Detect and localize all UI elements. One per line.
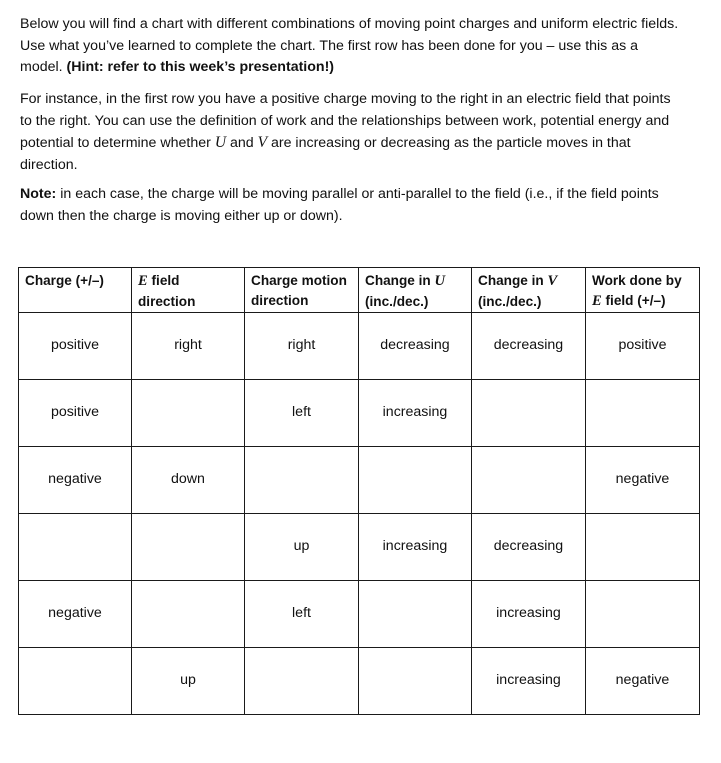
variable-u: U xyxy=(214,134,227,151)
header-change-in-v: Change in V (inc./dec.) xyxy=(472,268,586,313)
table-row xyxy=(19,313,700,380)
instructions-text: Below you will find a chart with different combinations of moving point charges and uniform electric fields. Use what you’ve learned to complete the chart. The first row has been done for you – use this as a model. xyxy=(20,16,679,75)
note-paragraph xyxy=(20,184,680,227)
charges-fields-chart xyxy=(18,267,700,715)
table-row xyxy=(19,447,700,514)
cell-charge xyxy=(19,648,132,715)
example-text-1: For instance, in the first row you have a positive charge moving to the right in an electric field that points to the right. You can use the definition of work and the relationships between work, potential energy and potential to determine whether xyxy=(20,91,671,151)
cell-charge: positive xyxy=(19,380,132,447)
cell-charge-motion: right xyxy=(245,313,359,380)
cell-charge: positive xyxy=(19,313,132,380)
variable-e: E xyxy=(138,273,148,289)
cell-work-done xyxy=(586,581,700,648)
header-change-in-u: Change in U (inc./dec.) xyxy=(359,268,472,313)
cell-charge-motion xyxy=(245,447,359,514)
cell-change-in-u: increasing xyxy=(359,514,472,581)
cell-e-field-direction xyxy=(132,380,245,447)
cell-change-in-u xyxy=(359,648,472,715)
variable-e: E xyxy=(592,292,602,309)
cell-work-done xyxy=(586,514,700,581)
cell-charge-motion xyxy=(245,648,359,715)
cell-change-in-u xyxy=(359,581,472,648)
table-row xyxy=(19,648,700,715)
cell-charge: negative xyxy=(19,447,132,514)
cell-work-done xyxy=(586,380,700,447)
cell-e-field-direction xyxy=(132,581,245,648)
cell-work-done: negative xyxy=(586,447,700,514)
cell-charge-motion: left xyxy=(245,581,359,648)
header-e-field-direction: E field direction xyxy=(132,268,245,313)
hint-text: (Hint: refer to this week’s presentation!) xyxy=(66,59,335,75)
table-row xyxy=(19,380,700,447)
cell-change-in-u: decreasing xyxy=(359,313,472,380)
cell-e-field-direction xyxy=(132,514,245,581)
example-paragraph xyxy=(20,89,680,176)
cell-change-in-v xyxy=(472,380,586,447)
variable-v: V xyxy=(547,273,558,289)
cell-charge-motion: left xyxy=(245,380,359,447)
cell-change-in-v: decreasing xyxy=(472,313,586,380)
note-label: Note: xyxy=(20,186,57,202)
variable-v: V xyxy=(257,134,268,151)
header-charge-motion: Charge motion direction xyxy=(245,268,359,313)
table-row xyxy=(19,581,700,648)
cell-change-in-v xyxy=(472,447,586,514)
variable-u: U xyxy=(434,273,446,289)
instructions-paragraph xyxy=(20,14,680,79)
cell-e-field-direction: down xyxy=(132,447,245,514)
cell-work-done: negative xyxy=(586,648,700,715)
example-and: and xyxy=(226,135,258,151)
cell-change-in-u: increasing xyxy=(359,380,472,447)
table-row xyxy=(19,514,700,581)
cell-e-field-direction: up xyxy=(132,648,245,715)
cell-change-in-v: decreasing xyxy=(472,514,586,581)
header-row xyxy=(19,268,700,313)
cell-work-done: positive xyxy=(586,313,700,380)
cell-change-in-v: increasing xyxy=(472,648,586,715)
example-text-2: are increasing or decreasing as the particle moves in that direction. xyxy=(20,135,631,173)
cell-charge xyxy=(19,514,132,581)
cell-charge-motion: up xyxy=(245,514,359,581)
cell-change-in-v: increasing xyxy=(472,581,586,648)
cell-e-field-direction: right xyxy=(132,313,245,380)
header-charge: Charge (+/–) xyxy=(19,268,132,313)
cell-charge: negative xyxy=(19,581,132,648)
note-text: in each case, the charge will be moving parallel or anti-parallel to the field (i.e., if the field points down then the charge is moving either up or down). xyxy=(20,186,659,224)
cell-change-in-u xyxy=(359,447,472,514)
header-work-done: Work done by E field (+/–) xyxy=(586,268,700,313)
